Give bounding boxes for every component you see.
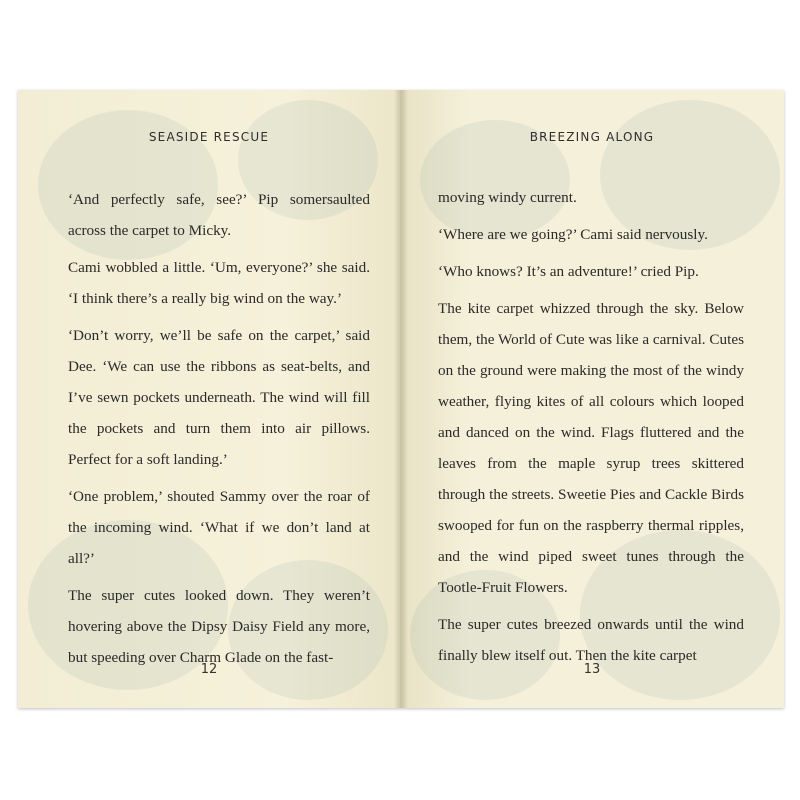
book-spread — [18, 90, 784, 708]
book-gutter — [394, 90, 408, 708]
paragraph: The kite carpet whizzed through the sky. Below them, the World of Cute was like a carnival. Cutes on the ground were making the most of the windy weather, flying kites of all colours which looped and danced on the wind. Flags fluttered and the leaves from the maple syrup trees skittered through the streets. Sweetie Pies and Cackle Birds swooped for fun on the raspberry thermal ripples, and the wind piped sweet tunes through the Tootle-Fruit Flowers. — [438, 300, 744, 596]
paragraph: ‘Who knows? It’s an adventure!’ cried Pip. — [438, 263, 699, 280]
running-head: BREEZING ALONG — [529, 130, 655, 144]
paragraph: The super cutes looked down. They weren’t hovering above the Dipsy Daisy Field any more, but speeding over Charm Glade on the fast- — [68, 587, 370, 666]
paragraph: Cami wobbled a little. ‘Um, everyone?’ she said. ‘I think there’s a really big wind on the way.’ — [68, 259, 370, 307]
running-head: SEASIDE RESCUE — [148, 130, 270, 144]
paragraph: ‘And perfectly safe, see?’ Pip somersaulted across the carpet to Micky. — [68, 191, 370, 239]
paragraph: moving windy current. — [438, 189, 577, 206]
page-number: 13 — [583, 662, 601, 677]
page-number: 12 — [200, 662, 218, 677]
paragraph: ‘One problem,’ shouted Sammy over the roar of the incoming wind. ‘What if we don’t land at all?’ — [68, 488, 370, 567]
body-text — [438, 182, 744, 671]
right-page — [400, 90, 784, 708]
left-page — [18, 90, 400, 708]
body-text — [68, 184, 370, 673]
paragraph: ‘Where are we going?’ Cami said nervously. — [438, 226, 708, 243]
paragraph: The super cutes breezed onwards until the wind finally blew itself out. Then the kite carpet — [438, 616, 744, 664]
paragraph: ‘Don’t worry, we’ll be safe on the carpet,’ said Dee. ‘We can use the ribbons as seat-belts, and I’ve sewn pockets underneath. The wind will fill the pockets and turn them into air pillows. Perfect for a soft landing.’ — [68, 327, 370, 468]
